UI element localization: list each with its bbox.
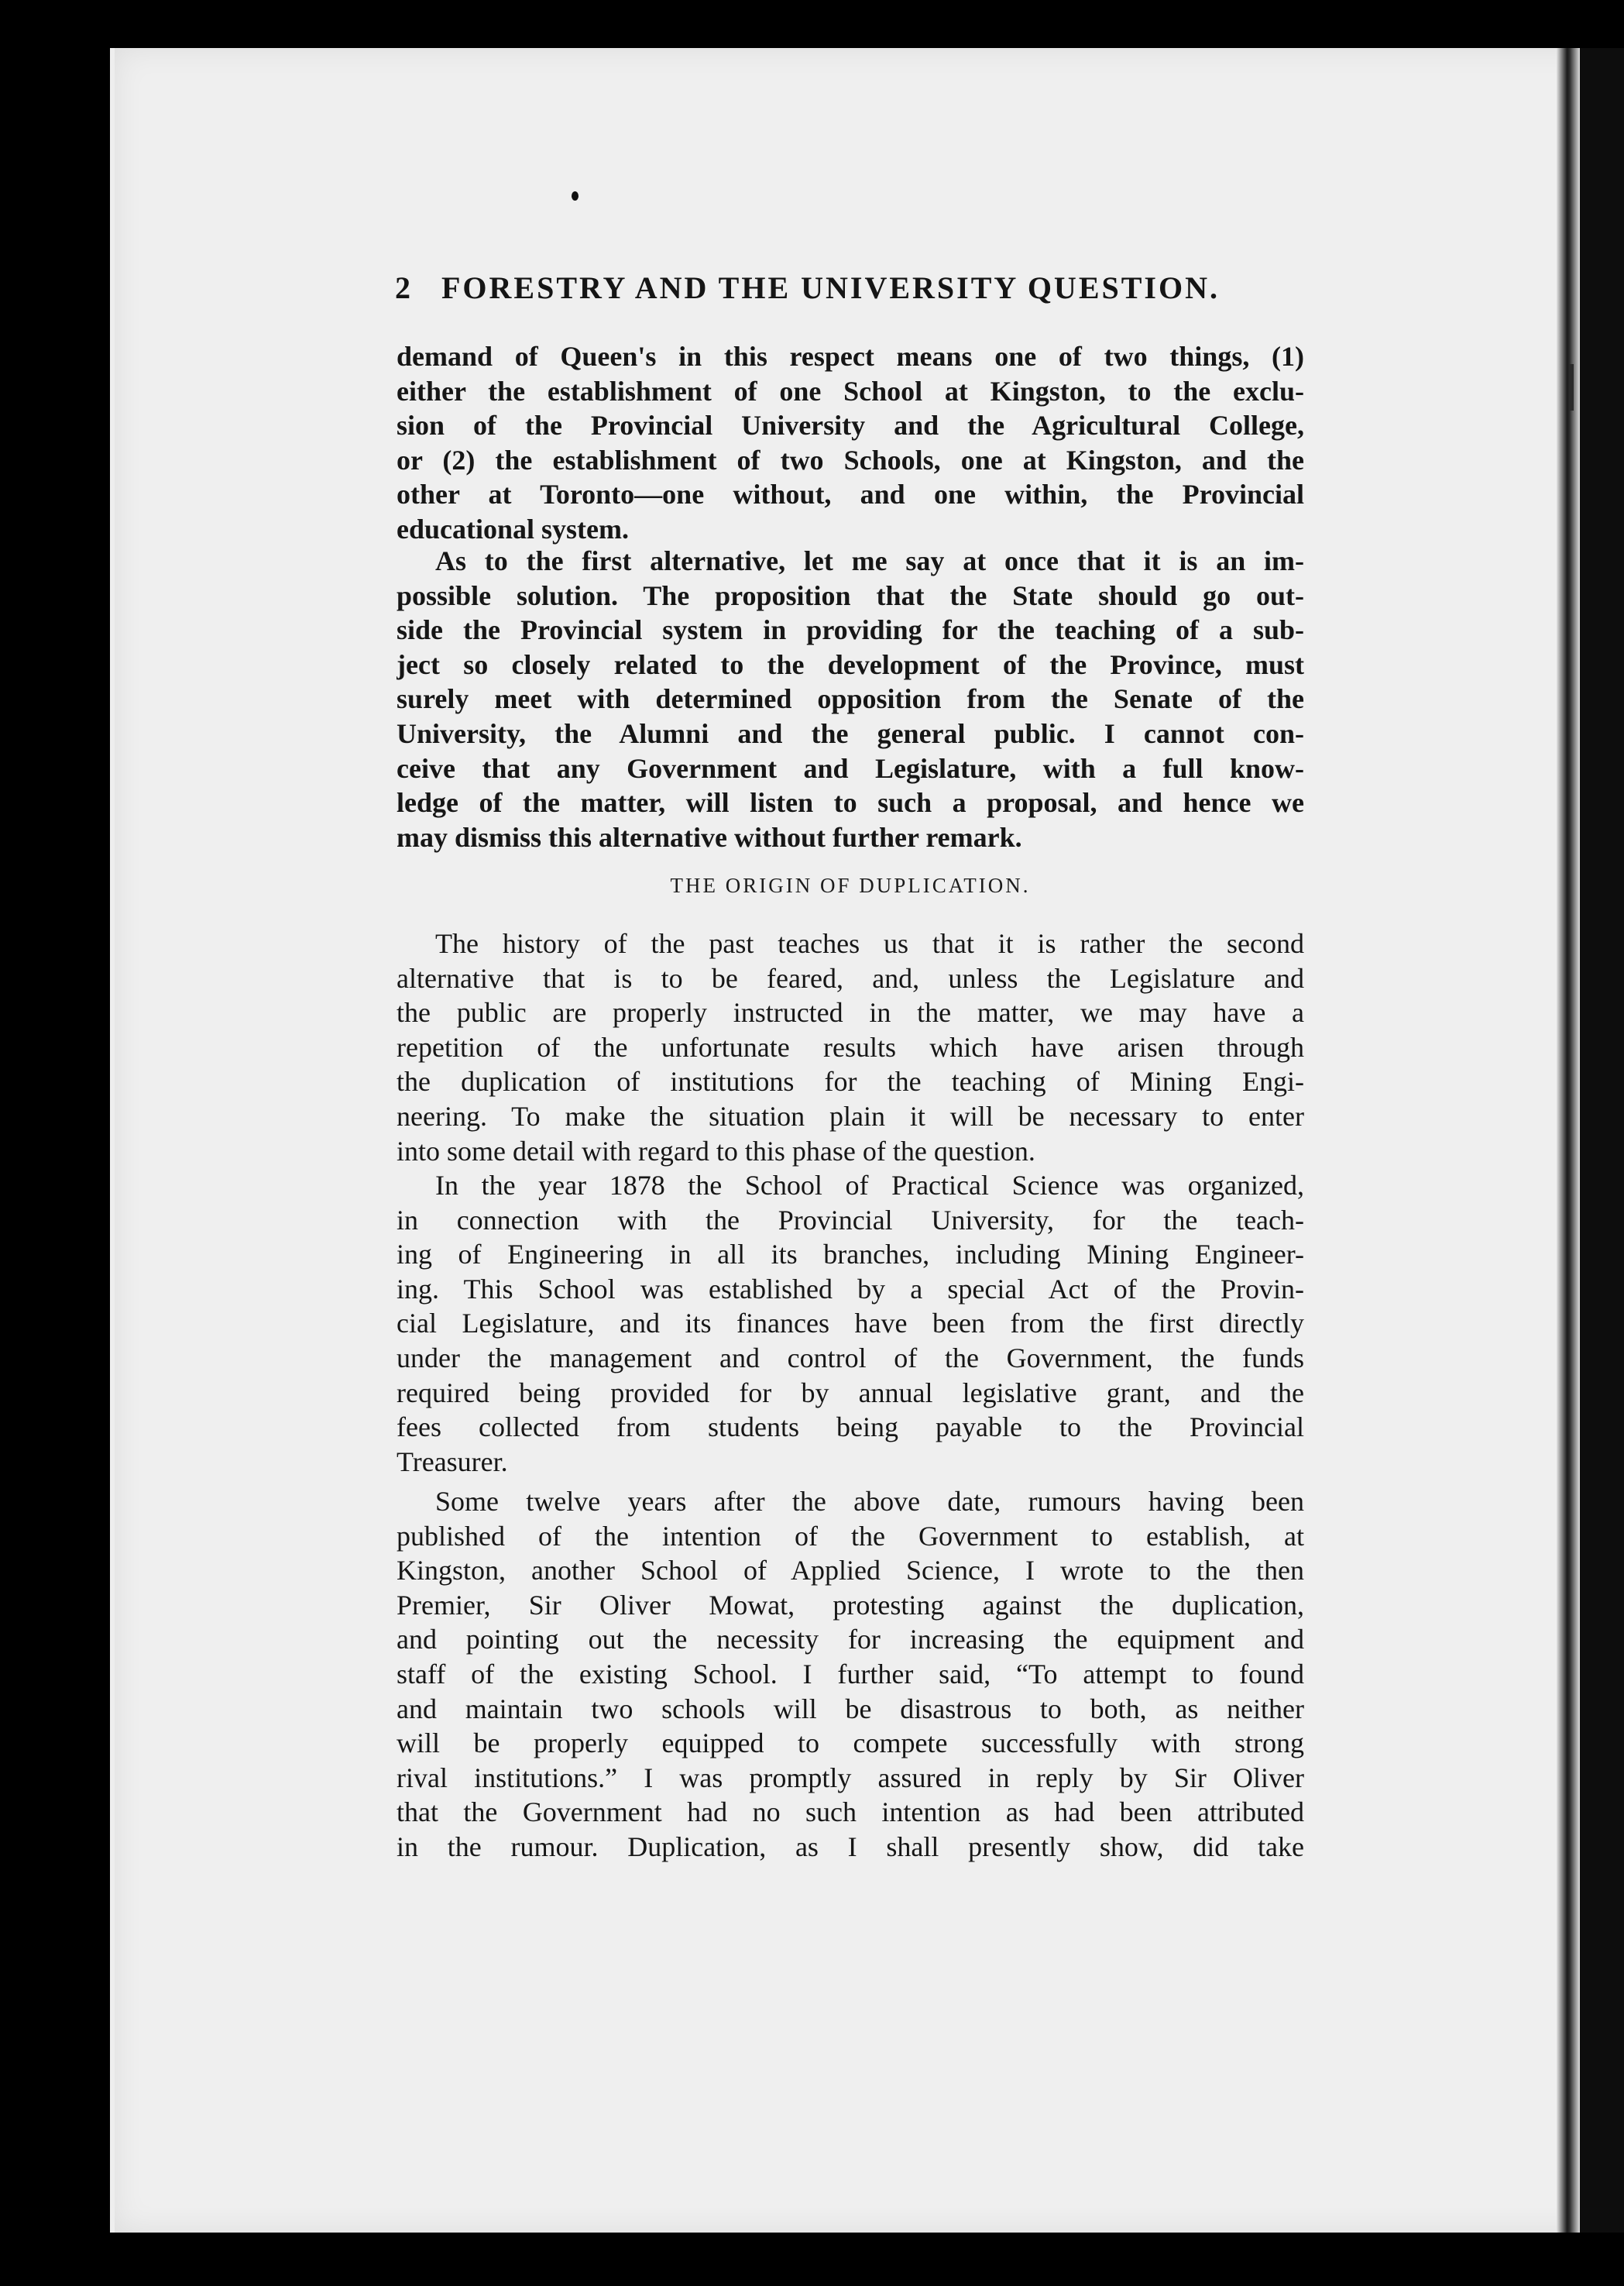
text-line: published of the intention of the Government to establish, at: [397, 1520, 1304, 1552]
text-line: The history of the past teaches us that it is rather the second: [435, 928, 1304, 959]
text-line: the public are properly instructed in the matter, we may have a: [397, 997, 1304, 1029]
text-line: staff of the existing School. I further said, “To attempt to found: [397, 1658, 1304, 1690]
text-line: In the year 1878 the School of Practical Science was organized,: [435, 1170, 1304, 1201]
text-line: possible solution. The proposition that the State should go out-: [397, 579, 1304, 611]
text-line: and pointing out the necessity for increasing the equipment and: [397, 1624, 1304, 1655]
text-line: either the establishment of one School at Kingston, to the exclu-: [397, 375, 1304, 407]
text-line: rival institutions.” I was promptly assured in reply by Sir Oliver: [397, 1762, 1304, 1793]
page-number: 2: [395, 270, 413, 305]
text-line: Premier, Sir Oliver Mowat, protesting against the duplication,: [397, 1589, 1304, 1621]
text-line: repetition of the unfortunate results which have arisen through: [397, 1031, 1304, 1063]
text-line: under the management and control of the Government, the funds: [397, 1342, 1304, 1373]
text-line: fees collected from students being payable to the Provincial: [397, 1411, 1304, 1443]
text-line: demand of Queen's in this respect means one of two things, (1): [397, 341, 1304, 372]
text-line: ledge of the matter, will listen to such a proposal, and hence we: [397, 787, 1304, 819]
text-line: ing of Engineering in all its branches, including Mining Engineer-: [397, 1239, 1304, 1270]
paragraph-1: [397, 339, 1304, 547]
running-head-title: FORESTRY AND THE UNIVERSITY QUESTION.: [441, 270, 1220, 305]
paragraph-2: [397, 544, 1304, 854]
text-line: Some twelve years after the above date, rumours having been: [435, 1486, 1304, 1517]
text-line: and maintain two schools will be disastrous to both, as neither: [397, 1693, 1304, 1724]
text-line: other at Toronto—one without, and one within, the Provincial: [397, 479, 1304, 510]
text-line: into some detail with regard to this phase of the question.: [397, 1135, 1035, 1167]
text-line: in connection with the Provincial University, for the teach-: [397, 1204, 1304, 1236]
adjacent-page-edge: [1580, 48, 1624, 2233]
paragraph-4: [397, 1168, 1304, 1479]
text-line: the duplication of institutions for the teaching of Mining Engi-: [397, 1066, 1304, 1098]
text-line: alternative that is to be feared, and, unless the Legislature and: [397, 962, 1304, 994]
scan-border-bottom: [0, 2233, 1624, 2286]
text-line: that the Government had no such intention as had been attributed: [397, 1796, 1304, 1828]
text-line: As to the first alternative, let me say at once that it is an im-: [435, 545, 1304, 576]
text-line: Treasurer.: [397, 1446, 508, 1477]
text-line: neering. To make the situation plain it will be necessary to enter: [397, 1100, 1304, 1132]
text-line: cial Legislature, and its finances have been from the first directly: [397, 1308, 1304, 1339]
text-line: ing. This School was established by a special Act of the Provin-: [397, 1273, 1304, 1305]
margin-mark: [1569, 364, 1574, 411]
text-line: ceive that any Government and Legislature, with a full know-: [397, 752, 1304, 784]
text-line: sion of the Provincial University and the Agricultural College,: [397, 410, 1304, 442]
text-line: Kingston, another School of Applied Science, I wrote to the then: [397, 1555, 1304, 1586]
text-line: will be properly equipped to compete successfully with strong: [397, 1727, 1304, 1759]
text-line: or (2) the establishment of two Schools, one at Kingston, and the: [397, 444, 1304, 476]
text-line: side the Provincial system in providing for the teaching of a sub-: [397, 614, 1304, 646]
text-line: may dismiss this alternative without further remark.: [397, 821, 1022, 853]
text-line: educational system.: [397, 513, 629, 545]
text-line: surely meet with determined opposition from the Senate of the: [397, 683, 1304, 715]
ink-speck: [572, 191, 579, 201]
section-heading: THE ORIGIN OF DUPLICATION.: [670, 874, 1031, 897]
text-line: ject so closely related to the development of the Province, must: [397, 648, 1304, 680]
running-head: [395, 270, 1309, 313]
paragraph-5: [397, 1484, 1304, 1865]
text-line: in the rumour. Duplication, as I shall presently show, did take: [397, 1831, 1304, 1862]
text-line: required being provided for by annual legislative grant, and the: [397, 1377, 1304, 1408]
text-line: University, the Alumni and the general public. I cannot con-: [397, 717, 1304, 749]
paragraph-3: [397, 926, 1304, 1168]
binding-gutter: [1557, 48, 1580, 2233]
